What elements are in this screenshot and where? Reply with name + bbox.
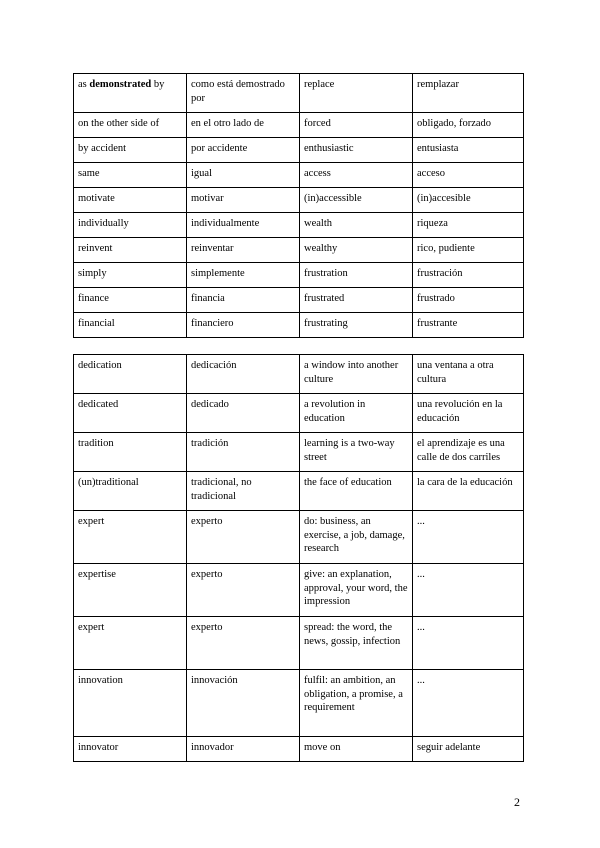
table-cell: same <box>74 163 187 188</box>
table-row <box>74 263 524 288</box>
table-cell: individualmente <box>187 213 300 238</box>
table-cell: innovation <box>74 670 187 737</box>
table-row <box>74 138 524 163</box>
table-cell: expert <box>74 511 187 564</box>
table-cell: (in)accessible <box>300 188 413 213</box>
table-cell: rico, pudiente <box>413 238 524 263</box>
table-cell: experto <box>187 564 300 617</box>
table-cell: ... <box>413 617 524 670</box>
table-cell: tradition <box>74 433 187 472</box>
table-cell: frustrated <box>300 288 413 313</box>
table-cell: learning is a two-way street <box>300 433 413 472</box>
table-cell: ... <box>413 670 524 737</box>
table-cell: motivar <box>187 188 300 213</box>
table-cell: frustration <box>300 263 413 288</box>
table-cell: wealth <box>300 213 413 238</box>
table-row <box>74 163 524 188</box>
table-cell: experto <box>187 617 300 670</box>
table-cell <box>74 74 187 113</box>
table-cell: wealthy <box>300 238 413 263</box>
table-cell: dedication <box>74 355 187 394</box>
table-cell: move on <box>300 737 413 762</box>
table-row <box>74 564 524 617</box>
table-row <box>74 113 524 138</box>
table-cell: experto <box>187 511 300 564</box>
table-cell: innovator <box>74 737 187 762</box>
table-cell: fulfil: an ambition, an obligation, a promise, a requirement <box>300 670 413 737</box>
table-cell: remplazar <box>413 74 524 113</box>
table-cell: frustrante <box>413 313 524 338</box>
table-cell: on the other side of <box>74 113 187 138</box>
table-cell: ... <box>413 511 524 564</box>
table-cell: la cara de la educación <box>413 472 524 511</box>
table-cell: ... <box>413 564 524 617</box>
table-cell: tradición <box>187 433 300 472</box>
table-cell: financia <box>187 288 300 313</box>
table-cell: frustración <box>413 263 524 288</box>
table-cell: do: business, an exercise, a job, damage, research <box>300 511 413 564</box>
table-cell: the face of education <box>300 472 413 511</box>
table-cell: una revolución en la educación <box>413 394 524 433</box>
table-row <box>74 737 524 762</box>
table-cell: financiero <box>187 313 300 338</box>
table-row <box>74 617 524 670</box>
table-cell: dedicación <box>187 355 300 394</box>
table-cell: replace <box>300 74 413 113</box>
table-cell: reinvent <box>74 238 187 263</box>
table-cell: simply <box>74 263 187 288</box>
table-row <box>74 313 524 338</box>
table-cell: by accident <box>74 138 187 163</box>
table-row <box>74 355 524 394</box>
table-row <box>74 433 524 472</box>
table-cell: entusiasta <box>413 138 524 163</box>
table-cell: (un)traditional <box>74 472 187 511</box>
cell-text: as <box>78 79 90 90</box>
vocabulary-table-1 <box>73 73 524 338</box>
table-cell: en el otro lado de <box>187 113 300 138</box>
table-row <box>74 511 524 564</box>
table-cell: acceso <box>413 163 524 188</box>
table-cell: a window into another culture <box>300 355 413 394</box>
table-cell: finance <box>74 288 187 313</box>
table-cell: forced <box>300 113 413 138</box>
table-cell: expert <box>74 617 187 670</box>
table-row <box>74 472 524 511</box>
table-row <box>74 238 524 263</box>
table-cell: (in)accesible <box>413 188 524 213</box>
table-cell: innovador <box>187 737 300 762</box>
table-cell: tradicional, no tradicional <box>187 472 300 511</box>
table-cell: igual <box>187 163 300 188</box>
table-row <box>74 670 524 737</box>
table-cell: una ventana a otra cultura <box>413 355 524 394</box>
table-cell: por accidente <box>187 138 300 163</box>
page-number: 2 <box>514 795 520 809</box>
table-cell: simplemente <box>187 263 300 288</box>
table-row <box>74 188 524 213</box>
table-cell: innovación <box>187 670 300 737</box>
cell-bold-text: demonstrated <box>89 79 152 90</box>
table-cell: riqueza <box>413 213 524 238</box>
table-cell: obligado, forzado <box>413 113 524 138</box>
cell-text: by <box>151 79 165 90</box>
table-row <box>74 394 524 433</box>
table-cell: dedicado <box>187 394 300 433</box>
table-cell: enthusiastic <box>300 138 413 163</box>
table-cell: el aprendizaje es una calle de dos carriles <box>413 433 524 472</box>
table-cell: a revolution in education <box>300 394 413 433</box>
table-cell: financial <box>74 313 187 338</box>
table-row <box>74 288 524 313</box>
table-cell: frustrating <box>300 313 413 338</box>
table-cell: dedicated <box>74 394 187 433</box>
table-cell: individually <box>74 213 187 238</box>
table-cell: motivate <box>74 188 187 213</box>
table-cell: spread: the word, the news, gossip, infection <box>300 617 413 670</box>
table-cell: expertise <box>74 564 187 617</box>
table-cell: reinventar <box>187 238 300 263</box>
vocabulary-table-2 <box>73 354 524 762</box>
table-cell: seguir adelante <box>413 737 524 762</box>
table-cell: give: an explanation, approval, your word, the impression <box>300 564 413 617</box>
table-cell: access <box>300 163 413 188</box>
table-row <box>74 213 524 238</box>
table-row <box>74 74 524 113</box>
table-cell: frustrado <box>413 288 524 313</box>
table-cell: como está demostrado por <box>187 74 300 113</box>
